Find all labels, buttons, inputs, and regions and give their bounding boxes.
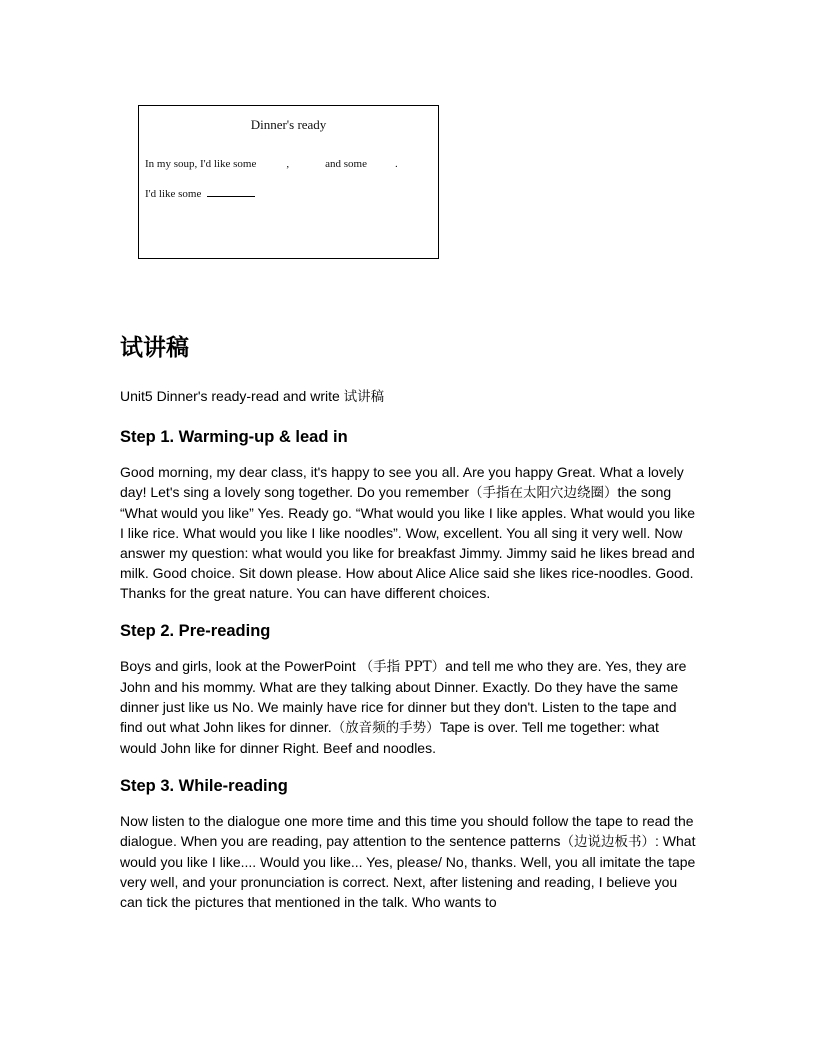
blackboard-figure — [138, 105, 439, 259]
subtitle-cjk: 试讲稿 — [343, 389, 385, 405]
step-3-text-b: : What would you like I like.... Would you like... Yes, please/ No, thanks. Well, you all imitate the tape very well, and your pronunciation is correct. Next, after listening and reading, I believe you can tick the pictures that mentioned in the talk. Who wants to — [120, 833, 696, 910]
board-period: . — [394, 158, 398, 170]
step-3-paragraph — [120, 811, 698, 912]
step-1-text-a: Good morning, my dear class, it's happy to see you all. Are you happy Great. What a lovely day! Let's sing a lovely song together. Do you remember — [120, 464, 684, 500]
step-1-heading: Step 1. Warming-up & lead in — [120, 428, 348, 446]
subtitle-text: Unit5 Dinner's ready-read and write — [120, 388, 344, 404]
step-1-cjk-note: （手指在太阳穴边绕圈） — [468, 485, 618, 501]
step-3-cjk-note: （边说边板书） — [560, 834, 656, 850]
board-sentence-1 — [145, 158, 398, 170]
board-sentence-2 — [145, 186, 255, 200]
fill-in-blank — [207, 186, 255, 197]
step-2-cjk-note-1: （手指 PPT） — [359, 659, 446, 675]
step-2-text-b: and tell me who they are. Yes, they are John and his mommy. What are they talking about Dinner. Exactly. Do they have the same dinner just like us No. We mainly have rice for dinner but they don't. Listen to the tape and find out what John likes for dinner. — [120, 658, 687, 735]
step-3-heading: Step 3. While-reading — [120, 777, 288, 795]
step-1-paragraph — [120, 462, 698, 603]
step-2-paragraph — [120, 656, 698, 758]
step-1-text-b: the song “What would you like” Yes. Ready go. “What would you like I like apples. What would you like I like rice. What would you like I like noodles”. Wow, excellent. You all sing it very well. Now answer my question: what would you like for breakfast Jimmy. Jimmy said he likes bread and milk. Good choice. Sit down please. How about Alice Alice said she likes rice-noodles. Good. Thanks for the great nature. You can have different choices. — [120, 484, 696, 601]
document-title: 试讲稿 — [120, 335, 189, 361]
step-3-text-a: Now listen to the dialogue one more time and this time you should follow the tape to read the dialogue. When you are reading, pay attention to the sentence patterns — [120, 813, 694, 849]
document-subtitle — [120, 386, 698, 407]
step-2-text-a: Boys and girls, look at the PowerPoint — [120, 658, 360, 674]
board-sentence-1-middle: and some — [325, 158, 367, 170]
step-2-text-c: Tape is over. Tell me together: what would John like for dinner Right. Beef and noodles. — [120, 719, 659, 756]
step-2-heading: Step 2. Pre-reading — [120, 622, 271, 640]
board-sentence-1-start: In my soup, I'd like some — [145, 158, 257, 170]
document-body — [120, 332, 698, 929]
step-2-cjk-note-2: （放音频的手势） — [331, 720, 440, 736]
board-comma: , — [286, 158, 290, 170]
board-sentence-2-text: I'd like some — [145, 188, 202, 200]
board-title: Dinner's ready — [250, 117, 327, 132]
